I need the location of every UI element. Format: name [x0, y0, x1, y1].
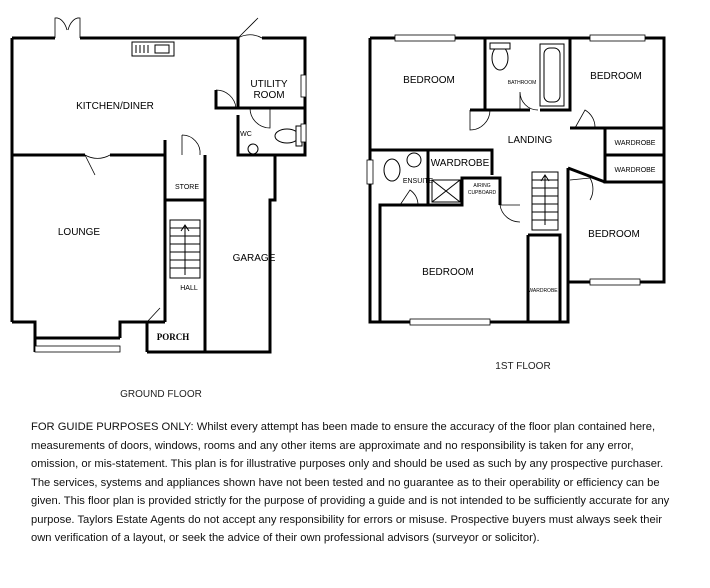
ground-floor-stairs: [170, 220, 200, 278]
wc-window: [301, 124, 306, 142]
utility-room-label-line1: UTILITY: [250, 79, 288, 90]
wc-basin: [248, 144, 258, 154]
wardrobe-right-2-label: WARDROBE: [614, 167, 656, 174]
kitchen-diner-label: KITCHEN/DINER: [76, 101, 154, 112]
ensuite-label: ENSUITE: [402, 178, 434, 185]
bedroom-ne-label: BEDROOM: [590, 71, 642, 82]
disclaimer-text: FOR GUIDE PURPOSES ONLY: Whilst every attempt has been made to ensure the accuracy of the floor plan contained here, measurements of doors, windows, rooms and any other items are approximate and no responsibility is taken for any error, omission, or mis-statement. This plan is for illustrative purposes only and should be used as such by any prospective purchaser. The services, systems and appliances shown have not been tested and no guarantee as to their operability or efficiency can be given. This floor plan is provided strictly for the purpose of providing a guide and is not intended to be sufficiently accurate for any purpose. Taylors Estate Agents do not accept any responsibility for errors or misuse. Prospective buyers must always seek their own verification of a layout, or seek the advice of their own professional advisors (surveyor or solicitor).: [31, 421, 670, 544]
bedroom-se-wall: [568, 168, 605, 282]
bathroom-door: [520, 92, 538, 110]
wardrobe-center-label: WARDROBE: [430, 158, 490, 169]
bedroom-nw-door: [470, 110, 490, 130]
bedroom-ne-door: [575, 110, 595, 128]
wardrobe-right-1-label: WARDROBE: [614, 140, 656, 147]
bathroom-toilet: [492, 46, 508, 70]
hall-door: [182, 135, 200, 155]
wc-label: WC: [240, 131, 252, 138]
bedroom-nw-label: BEDROOM: [403, 75, 455, 86]
kitchen-french-doors: [55, 18, 80, 38]
bedroom-main-window: [410, 319, 490, 325]
bedroom-se-label: BEDROOM: [588, 229, 640, 240]
wc-door: [250, 108, 270, 128]
bedroom-ne-window: [590, 35, 645, 41]
first-floor-plan: [367, 35, 664, 372]
ensuite-basin: [407, 153, 421, 167]
porch-label: PORCH: [156, 332, 190, 342]
bedroom-main-door: [500, 205, 520, 222]
bedroom-se-window: [590, 279, 640, 285]
bedroom-se-door: [570, 178, 593, 200]
utility-window: [301, 75, 306, 97]
lounge-door: [85, 155, 110, 175]
bedroom-main-label: BEDROOM: [422, 267, 474, 278]
bedroom-nw-wall: [370, 38, 485, 175]
garage-label: GARAGE: [232, 253, 276, 264]
wardrobe-small-wall: [528, 235, 560, 322]
ground-floor-plan: [12, 18, 306, 400]
ensuite-door: [400, 190, 418, 205]
wardrobe-small-label: WARDROBE: [528, 288, 558, 294]
landing-label: LANDING: [507, 135, 553, 146]
store-label: STORE: [175, 184, 199, 191]
bedroom-nw-window: [395, 35, 455, 41]
ensuite-toilet: [384, 159, 400, 181]
ensuite-window: [367, 160, 373, 184]
airing-cupboard-label-line2: CUPBOARD: [467, 190, 497, 196]
ground-floor-title: GROUND FLOOR: [120, 389, 202, 400]
utility-external-door: [238, 18, 262, 38]
hall-label: HALL: [180, 285, 198, 292]
lounge-label: LOUNGE: [57, 227, 101, 238]
bathroom-label: BATHROOM: [507, 80, 537, 86]
wc-toilet: [275, 129, 299, 143]
utility-internal-door: [216, 90, 236, 108]
utility-room-label-line2: ROOM: [253, 90, 285, 101]
lounge-window: [35, 346, 120, 352]
first-floor-title: 1ST FLOOR: [495, 361, 551, 372]
porch-door: [147, 308, 160, 322]
airing-cupboard-label-line1: AIRING: [473, 183, 491, 189]
first-floor-stairs: [532, 172, 558, 230]
